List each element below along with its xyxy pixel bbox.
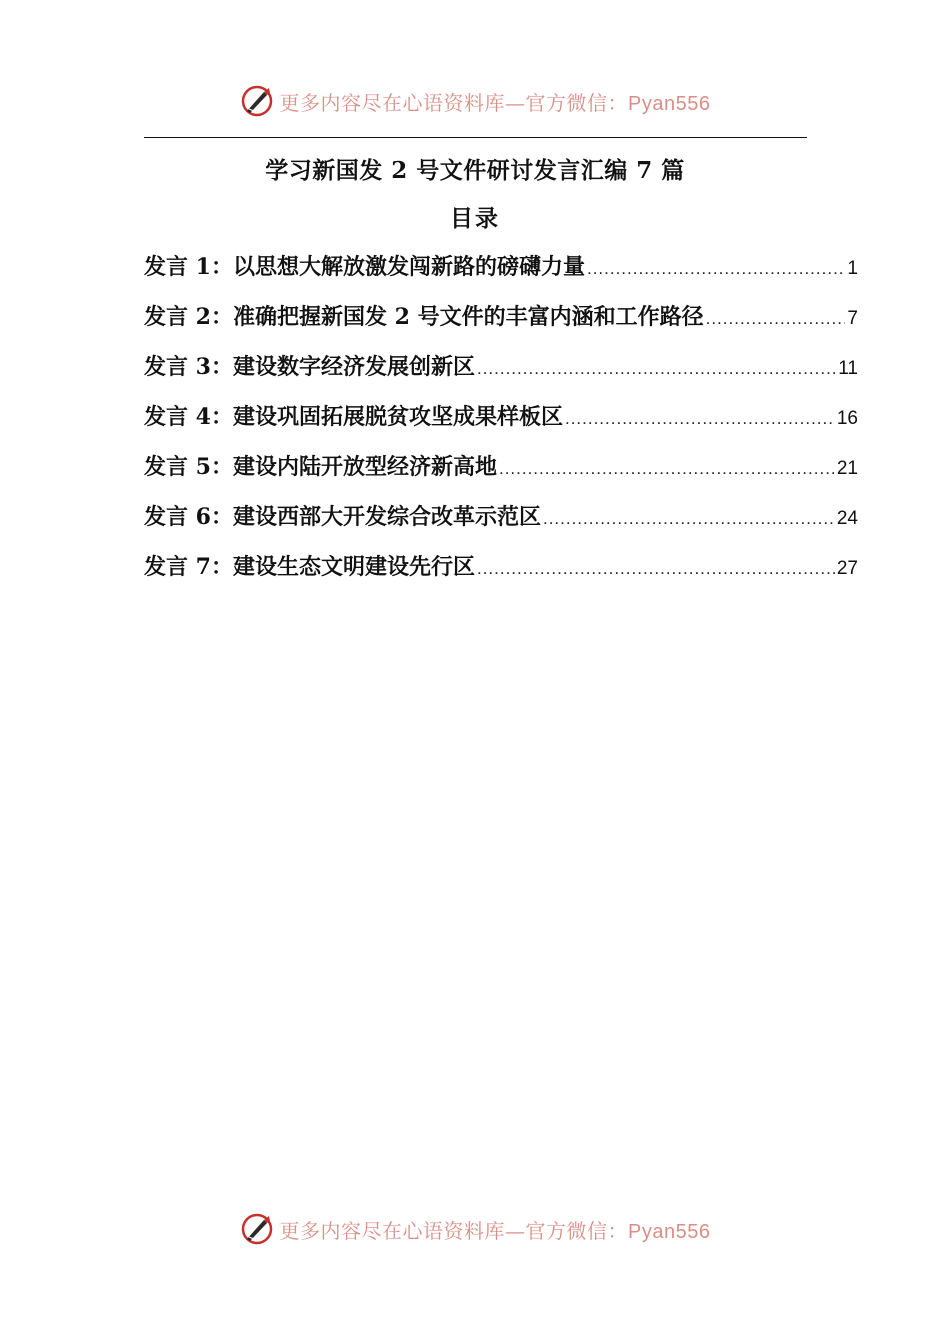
wechat-id: Pyan556 [628, 1220, 711, 1243]
wechat-id: Pyan556 [628, 92, 711, 115]
toc-entry-label: 发言 3：建设数字经济发展创新区 [144, 354, 475, 380]
toc-page-number: 1 [847, 258, 858, 279]
toc-page-number: 27 [836, 558, 858, 579]
document-title: 学习新国发 2 号文件研讨发言汇编 7 篇 [265, 157, 685, 184]
toc-entry-4[interactable] [144, 400, 858, 450]
toc-leader-dots [477, 359, 836, 379]
toc-page-number: 24 [836, 508, 858, 529]
watermark-text: 更多内容尽在心语资料库—官方微信：Pyan556 [279, 1218, 711, 1243]
toc-entry-label: 发言 2：准确把握新国发 2 号文件的丰富内涵和工作路径 [144, 304, 704, 330]
toc-entry-2[interactable] [144, 300, 858, 350]
toc-leader-dots [543, 509, 835, 529]
table-of-contents [144, 250, 858, 600]
toc-heading: 目录 [450, 205, 500, 232]
watermark-text: 更多内容尽在心语资料库—官方微信：Pyan556 [279, 90, 711, 115]
toc-entry-5[interactable] [144, 450, 858, 500]
toc-entry-label: 发言 1：以思想大解放激发闯新路的磅礴力量 [144, 254, 585, 280]
header-rule [144, 137, 807, 138]
toc-leader-dots [499, 459, 835, 479]
toc-leader-dots [477, 559, 835, 579]
toc-entry-label: 发言 6：建设西部大开发综合改革示范区 [144, 504, 541, 530]
toc-entry-label: 发言 4：建设巩固拓展脱贫攻坚成果样板区 [144, 404, 563, 430]
toc-entry-1[interactable] [144, 250, 858, 300]
header-watermark [0, 84, 950, 118]
toc-page-number: 16 [836, 408, 858, 429]
toc-entry-7[interactable] [144, 550, 858, 600]
toc-leader-dots [587, 259, 845, 279]
toc-entry-6[interactable] [144, 500, 858, 550]
toc-page-number: 11 [838, 358, 858, 379]
toc-leader-dots [706, 309, 846, 329]
toc-entry-3[interactable] [144, 350, 858, 400]
quill-pen-logo-icon [240, 1212, 274, 1246]
toc-entry-label: 发言 7：建设生态文明建设先行区 [144, 554, 475, 580]
toc-page-number: 7 [847, 308, 858, 329]
toc-leader-dots [565, 409, 835, 429]
quill-pen-logo-icon [240, 84, 274, 118]
toc-page-number: 21 [836, 458, 858, 479]
footer-watermark [0, 1212, 950, 1246]
toc-entry-label: 发言 5：建设内陆开放型经济新高地 [144, 454, 497, 480]
